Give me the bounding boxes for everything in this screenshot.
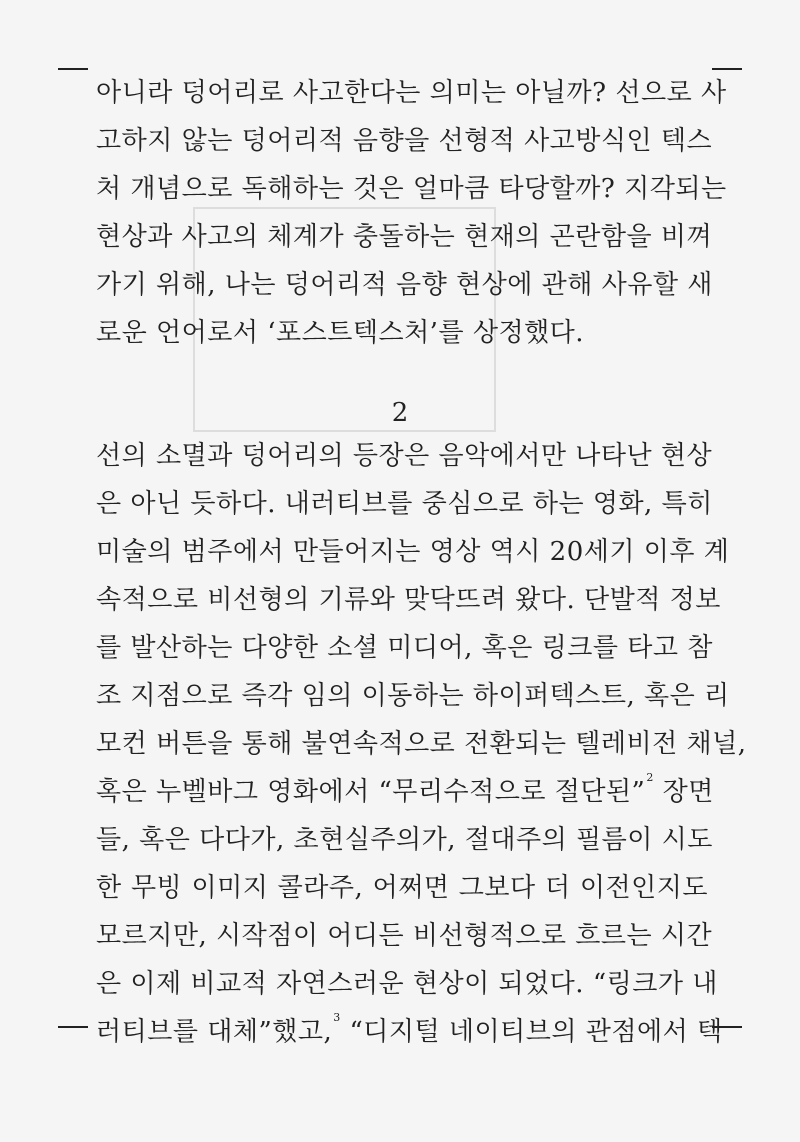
footnote-marker[interactable]: 3	[333, 1011, 341, 1024]
text-line: 처 개념으로 독해하는 것은 얼마큼 타당할까? 지각되는	[96, 174, 727, 204]
text-segment: 장면	[653, 777, 714, 807]
text-line: 를 발산하는 다양한 소셜 미디어, 혹은 링크를 타고 참	[96, 633, 713, 663]
text-line: 선의 소멸과 덩어리의 등장은 음악에서만 나타난 현상	[96, 441, 713, 471]
text-segment: “디지털 네이티브의 관점에서 텍	[349, 1017, 723, 1047]
text-line: 한 무빙 이미지 콜라주, 어쩌면 그보다 더 이전인지도	[96, 873, 708, 903]
text-line: 현상과 사고의 체계가 충돌하는 현재의 곤란함을 비껴	[96, 222, 713, 252]
text-line: 모컨 버튼을 통해 불연속적으로 전환되는 텔레비전 채널,	[96, 729, 747, 759]
text-line: 미술의 범주에서 만들어지는 영상 역시 20세기 이후 계	[96, 537, 730, 567]
text-line: 조 지점으로 즉각 임의 이동하는 하이퍼텍스트, 혹은 리	[96, 681, 730, 711]
text-line: 아니라 덩어리로 사고한다는 의미는 아닐까? 선으로 사	[96, 78, 727, 108]
text-line: 은 아닌 듯하다. 내러티브를 중심으로 하는 영화, 특히	[96, 489, 713, 519]
text-line: 속적으로 비선형의 기류와 맞닥뜨려 왔다. 단발적 정보	[96, 585, 721, 615]
text-line-with-footnote	[96, 1008, 723, 1056]
text-line-with-footnote	[96, 768, 714, 816]
crop-mark-top-right	[712, 68, 742, 70]
text-line: 들, 혹은 다다가, 초현실주의가, 절대주의 필름이 시도	[96, 825, 713, 855]
paragraph-1	[96, 69, 727, 357]
text-line: 모르지만, 시작점이 어디든 비선형적으로 흐르는 시간	[96, 921, 713, 951]
text-line: 로운 언어로서 ‘포스트텍스처’를 상정했다.	[96, 318, 585, 348]
footnote-marker[interactable]: 2	[646, 771, 654, 784]
crop-mark-top-left	[58, 68, 88, 70]
crop-mark-bottom-left	[58, 1026, 88, 1028]
text-line: 고하지 않는 덩어리적 음향을 선형적 사고방식인 텍스	[96, 126, 713, 156]
text-line: 은 이제 비교적 자연스러운 현상이 되었다. “링크가 내	[96, 969, 718, 999]
section-number: 2	[391, 398, 409, 428]
text-segment: 러티브를 대체”했고,	[96, 1017, 333, 1047]
paragraph-2	[96, 432, 747, 1056]
text-line: 가기 위해, 나는 덩어리적 음향 현상에 관해 사유할 새	[96, 270, 713, 300]
text-segment: 혹은 누벨바그 영화에서 “무리수적으로 절단된”	[96, 777, 646, 807]
